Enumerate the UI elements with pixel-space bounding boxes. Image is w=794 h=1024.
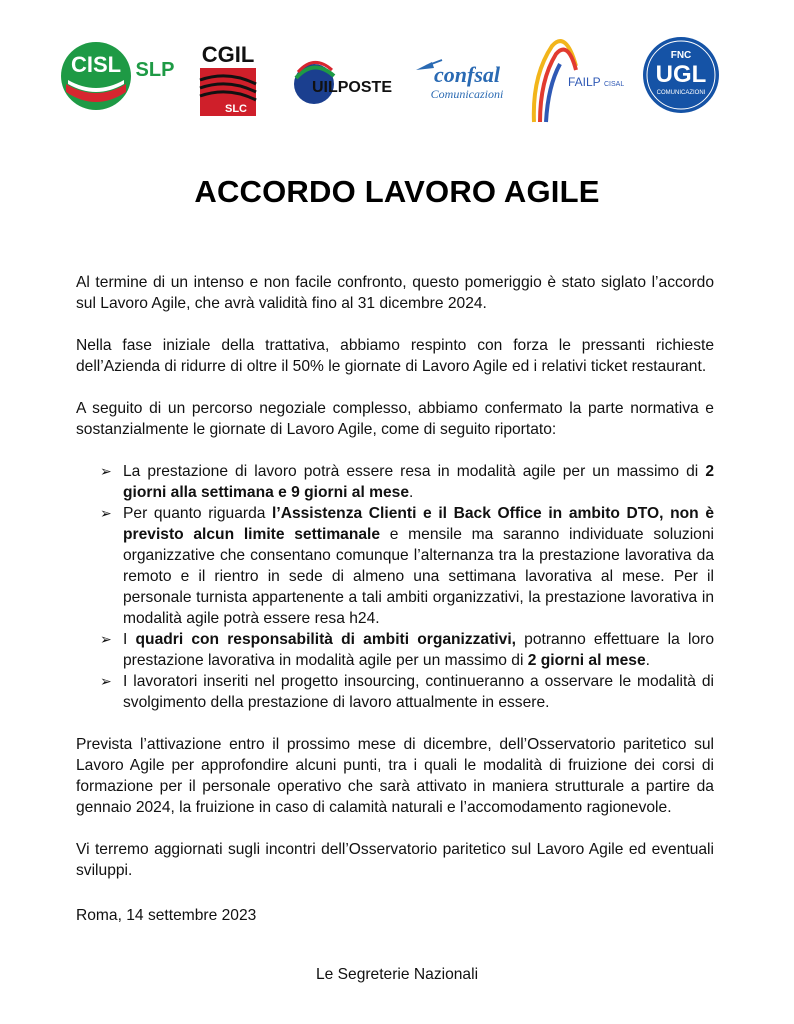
fnc-ugl-logo [642,36,720,114]
confsal-word: confsal [434,62,500,87]
list-item: ➢ I quadri con responsabilità di ambiti organizzativi, potranno effettuare la loro prestazione lavorativa in modalità agile per un massimo di 2 giorni al mese. [100,631,714,669]
arrow-bullet-icon: ➢ [100,631,112,647]
cgil-word: CGIL [201,42,255,67]
document-body [76,272,714,902]
arrow-bullet-icon: ➢ [100,463,112,479]
uilposte-word: UILPOSTE [311,79,393,96]
list-item: ➢ La prestazione di lavoro potrà essere resa in modalità agile per un massimo di 2 giorni alla settimana e 9 giorni al mese. [100,463,714,501]
place-date: Roma, 14 settembre 2023 [76,907,257,924]
cisl-word: CISL [70,52,122,77]
cisal-word: CISAL [604,81,624,88]
failp-word: FAILP [568,75,601,89]
document-title: ACCORDO LAVORO AGILE [194,174,600,209]
uilposte-logo [292,58,396,110]
paragraph-observatory: Prevista l’attivazione entro il prossimo mese di dicembre, dell’Osservatorio paritetico sul Lavoro Agile per approfondire alcuni punti, tra i quali le modalità di fruizione dei corsi di formazione per il personale operativo che sarà attivato in maniera strutturale a partire da gennaio 2024, la fruizione in caso di calamità naturali e l’accomodamento ragionevole. [76,736,714,816]
slc-word: SLC [225,103,247,115]
paragraph-negotiation: Nella fase iniziale della trattativa, abbiamo respinto con forza le pressanti richieste dell’Azienda di ridurre di oltre il 50% le giornate di Lavoro Agile ed i relativi ticket restaurant. [76,337,714,375]
paragraph-intro: Al termine di un intenso e non facile confronto, questo pomeriggio è stato siglato l’accordo sul Lavoro Agile, che avrà validità fino al 31 dicembre 2024. [76,274,714,312]
confsal-sub: Comunicazioni [430,87,504,101]
failp-cisal-logo [528,36,624,124]
list-item: ➢ I lavoratori inseriti nel progetto insourcing, continueranno a osservare le modalità di svolgimento della prestazione di lavoro attualmente in essere. [100,673,714,711]
union-logos-bar [0,0,794,140]
fnc-word: FNC [670,50,692,61]
paragraph-confirmation: A seguito di un percorso negoziale complesso, abbiamo confermato la parte normativa e sostanzialmente le giornate di Lavoro Agile, come di seguito riportato: [76,400,714,438]
confsal-logo [412,52,512,108]
cisl-slp-logo [60,40,180,112]
signature: Le Segreterie Nazionali [315,966,479,983]
slp-word: SLP [135,59,175,81]
paragraph-updates: Vi terremo aggiornati sugli incontri dell’Osservatorio paritetico sul Lavoro Agile ed eventuali sviluppi. [76,841,714,879]
arrow-bullet-icon: ➢ [100,673,112,689]
agreement-points-list [76,461,714,713]
ugl-sub: COMUNICAZIONI [656,90,706,96]
ugl-word: UGL [655,61,707,88]
list-item: ➢ Per quanto riguarda l’Assistenza Clienti e il Back Office in ambito DTO, non è previsto alcun limite settimanale e mensile ma saranno individuate soluzioni organizzative che consentano comunque l’alternanza tra la prestazione lavorativa da remoto e il rientro in sede di almeno una settimana lavorativa al mese. Per il personale turnista appartenente a tali ambiti organizzativi, la prestazione lavorativa in modalità agile potrà essere resa h24. [100,505,714,627]
arrow-bullet-icon: ➢ [100,505,112,521]
cgil-slc-logo [198,40,258,118]
